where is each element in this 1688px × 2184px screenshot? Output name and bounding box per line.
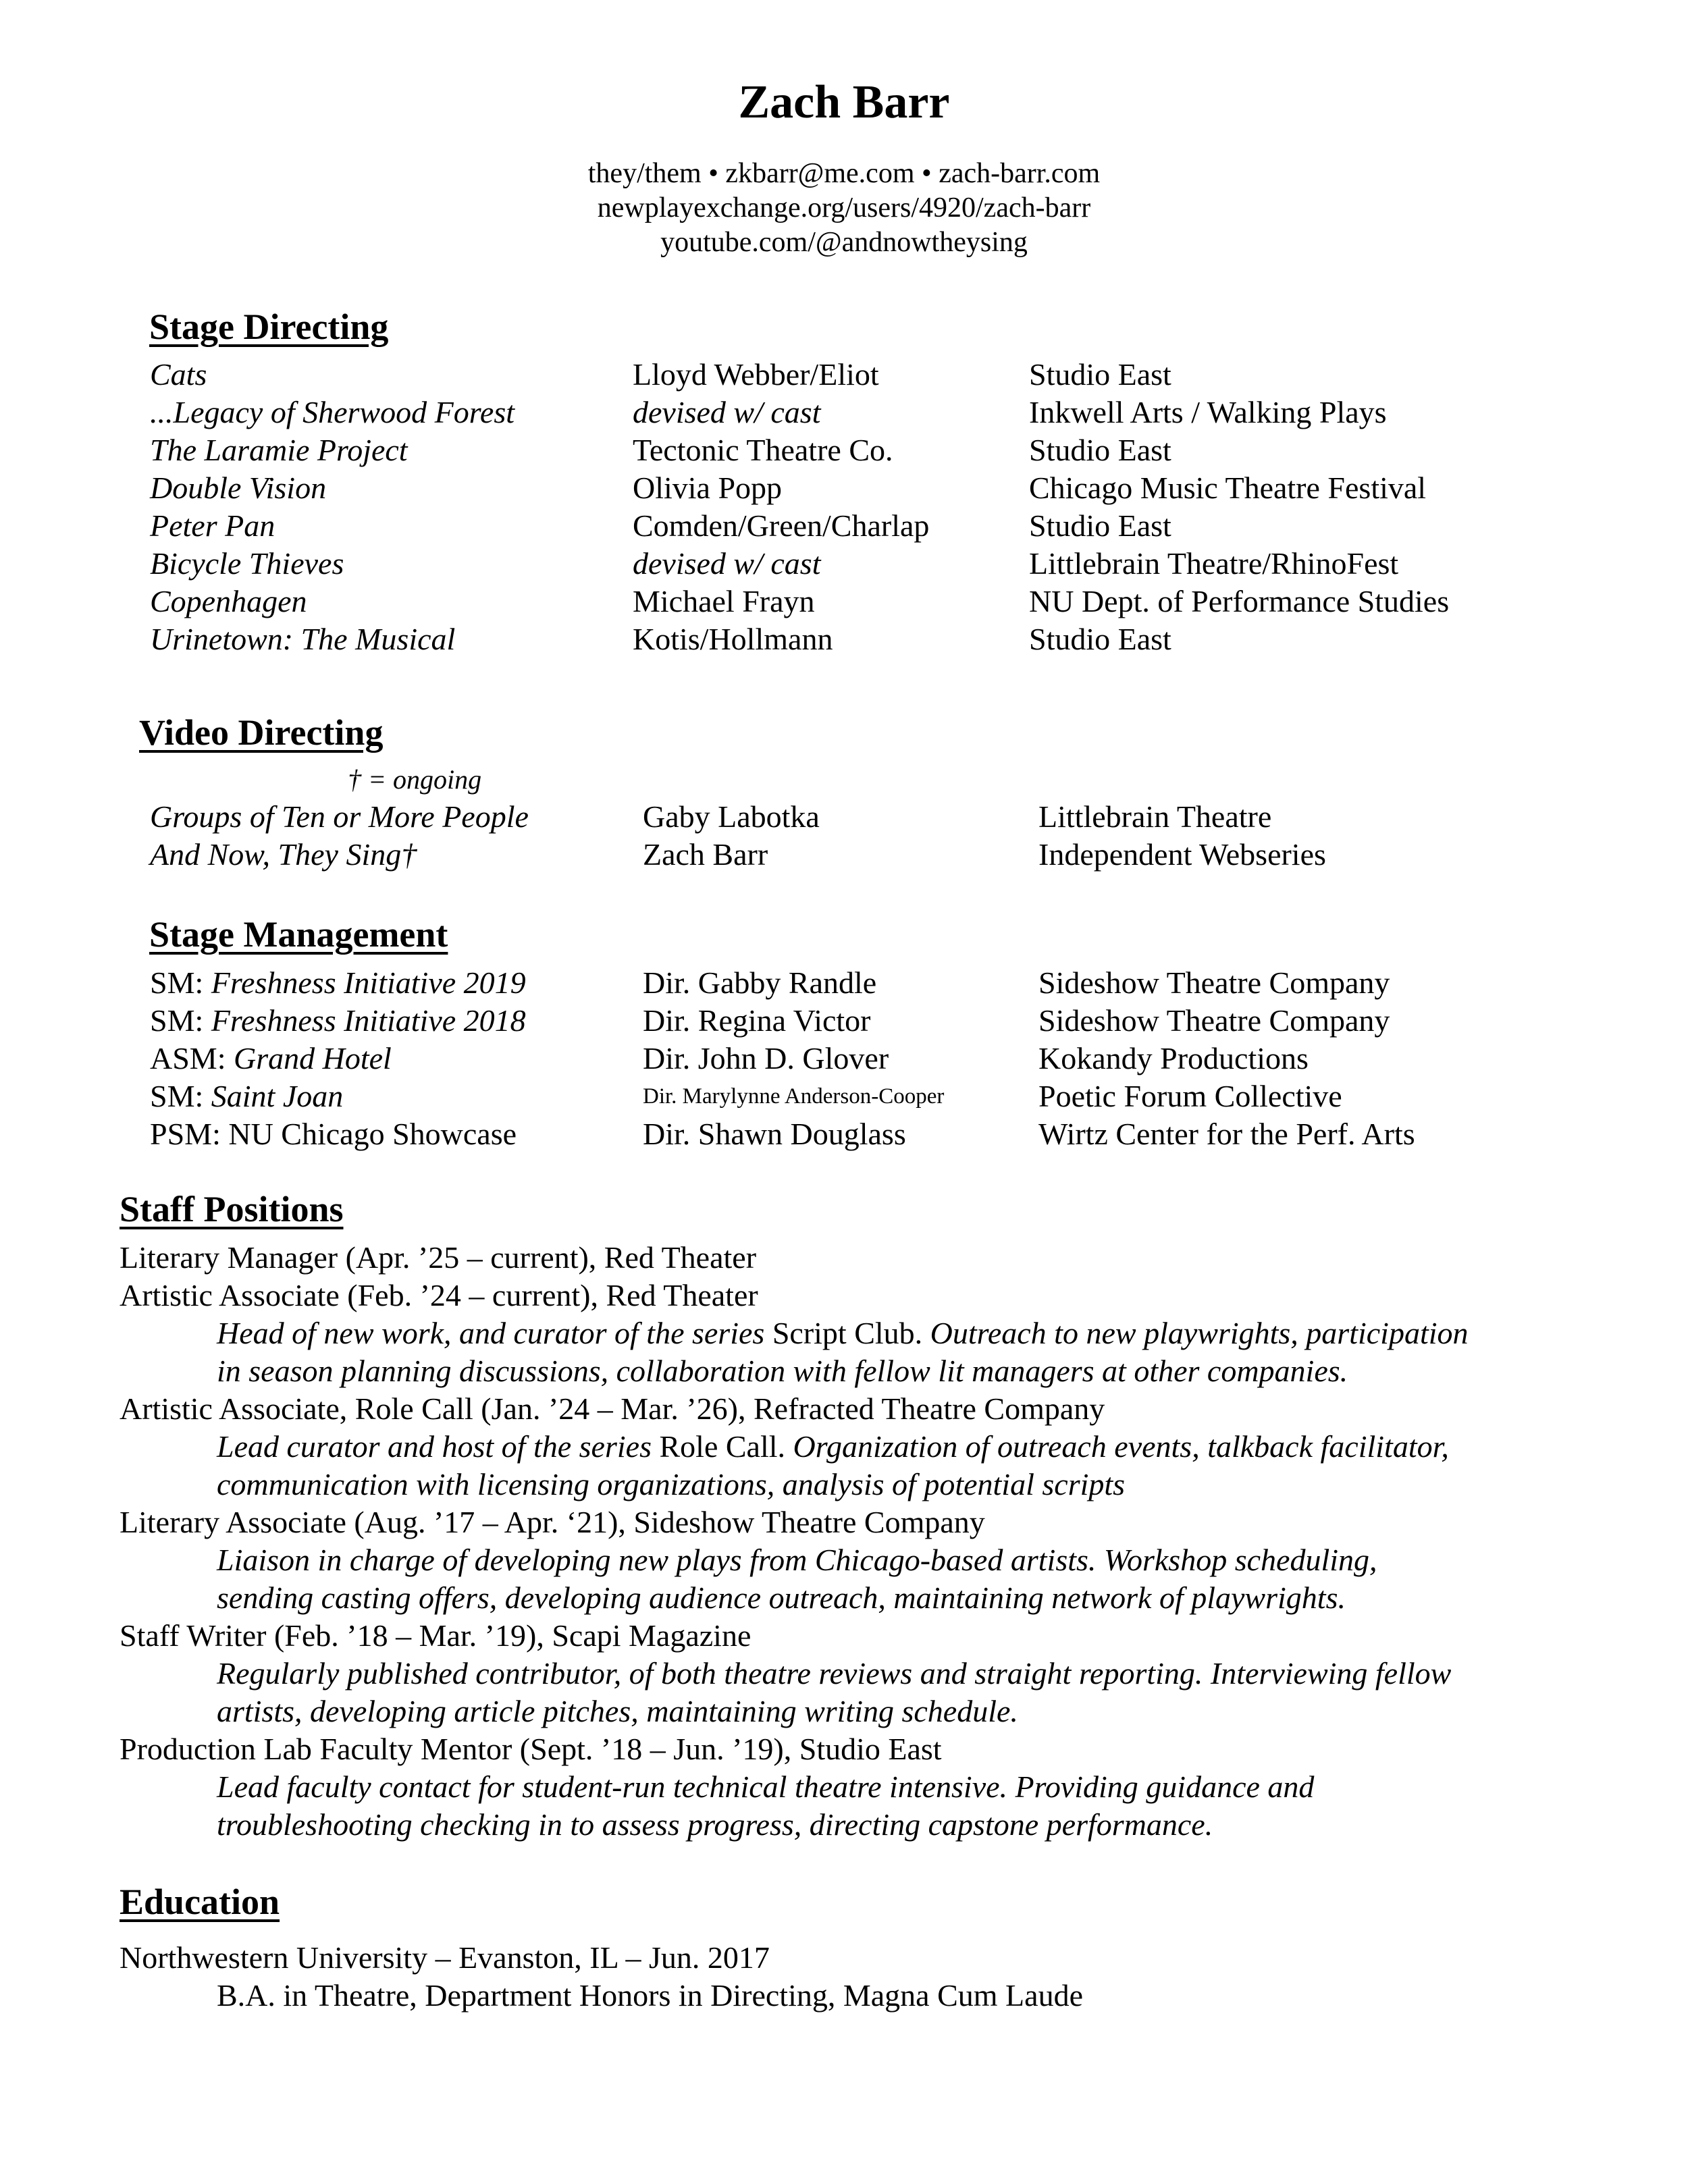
video-directing-title: And Now, They Sing† [150, 837, 417, 872]
stage-directing-venue: NU Dept. of Performance Studies [1029, 584, 1450, 618]
education-school: Northwestern University – Evanston, IL – Jun. 2017 [120, 1940, 770, 1975]
stage-directing-venue: Littlebrain Theatre/RhinoFest [1029, 546, 1399, 581]
staff-position-description [217, 1541, 1377, 1579]
stage-directing-title: ...Legacy of Sherwood Forest [150, 395, 515, 429]
video-directing-venue: Independent Webseries [1038, 837, 1326, 872]
staff-position-title: Artistic Associate, Role Call (Jan. ’24 – Mar. ’26), Refracted Theatre Company [120, 1391, 1105, 1426]
contact-line-1: they/them • zkbarr@me.com • zach-barr.com [587, 158, 1101, 189]
education-heading: Education [120, 1882, 280, 1922]
stage-directing-title: Cats [150, 357, 207, 392]
stage-management-credit [150, 1115, 517, 1153]
stage-management-role: ASM: [150, 1041, 234, 1075]
stage-directing-author: Tectonic Theatre Co. [633, 433, 893, 467]
stage-management-role: SM: [150, 1079, 211, 1113]
stage-management-credit [150, 1077, 343, 1115]
stage-management-show: Freshness Initiative 2018 [211, 1003, 526, 1038]
stage-directing-author: Lloyd Webber/Eliot [633, 357, 879, 392]
description-text: Organization of outreach events, talkback facilitator, [785, 1429, 1449, 1464]
staff-position-description [217, 1768, 1314, 1806]
stage-directing-heading: Stage Directing [149, 307, 389, 347]
stage-directing-venue: Chicago Music Theatre Festival [1029, 471, 1427, 505]
staff-position-title: Literary Associate (Aug. ’17 – Apr. ‘21), Sideshow Theatre Company [120, 1505, 985, 1539]
resume-name: Zach Barr [738, 76, 950, 128]
staff-position-description [217, 1466, 1125, 1503]
description-text: Outreach to new playwrights, participation [922, 1316, 1469, 1350]
description-text: Regularly published contributor, of both theatre reviews and straight reporting. Interviewing fellow [217, 1656, 1452, 1690]
description-text: artists, developing article pitches, maintaining writing schedule. [217, 1694, 1018, 1728]
stage-directing-venue: Studio East [1029, 622, 1171, 656]
ongoing-note: † = ongoing [348, 764, 482, 795]
stage-directing-author: Michael Frayn [633, 584, 815, 618]
contact-line-2: newplayexchange.org/users/4920/zach-barr [597, 192, 1091, 223]
staff-position-description [217, 1314, 1469, 1352]
staff-position-description [217, 1352, 1348, 1390]
description-text: Lead curator and host of the series [217, 1429, 660, 1464]
video-directing-author: Zach Barr [643, 837, 768, 872]
stage-directing-title: Double Vision [150, 471, 327, 505]
stage-management-role: SM: [150, 965, 211, 1000]
education-degree: B.A. in Theatre, Department Honors in Directing, Magna Cum Laude [217, 1978, 1083, 2013]
stage-management-role: SM: [150, 1003, 211, 1038]
contact-line-3: youtube.com/@andnowtheysing [660, 227, 1028, 258]
stage-management-director: Dir. Regina Victor [643, 1003, 871, 1038]
series-name: Script Club. [772, 1316, 923, 1350]
stage-management-show: Grand Hotel [233, 1041, 392, 1075]
video-directing-author: Gaby Labotka [643, 799, 820, 834]
stage-directing-title: The Laramie Project [150, 433, 408, 467]
stage-directing-author: Kotis/Hollmann [633, 622, 833, 656]
stage-directing-title: Peter Pan [150, 508, 275, 543]
description-text: troubleshooting checking in to assess progress, directing capstone performance. [217, 1807, 1213, 1842]
stage-directing-venue: Studio East [1029, 508, 1171, 543]
stage-directing-author: Olivia Popp [633, 471, 783, 505]
series-name: Role Call. [659, 1429, 786, 1464]
stage-management-director: Dir. John D. Glover [643, 1041, 889, 1075]
stage-management-company: Kokandy Productions [1038, 1041, 1309, 1075]
staff-position-title: Literary Manager (Apr. ’25 – current), Red Theater [120, 1240, 757, 1275]
staff-position-description [217, 1655, 1451, 1693]
staff-positions-heading: Staff Positions [120, 1189, 344, 1229]
stage-directing-title: Urinetown: The Musical [150, 622, 456, 656]
staff-position-description [217, 1806, 1213, 1844]
stage-management-show: Freshness Initiative 2019 [211, 965, 526, 1000]
stage-management-role: PSM: NU Chicago Showcase [150, 1117, 517, 1151]
stage-directing-venue: Studio East [1029, 357, 1171, 392]
video-directing-title: Groups of Ten or More People [150, 799, 529, 834]
stage-management-director: Dir. Marylynne Anderson-Cooper [643, 1084, 945, 1109]
description-text: Lead faculty contact for student-run technical theatre intensive. Providing guidance and [217, 1769, 1315, 1804]
stage-management-heading: Stage Management [149, 914, 448, 955]
stage-management-company: Sideshow Theatre Company [1038, 965, 1390, 1000]
stage-management-director: Dir. Gabby Randle [643, 965, 877, 1000]
video-directing-heading: Video Directing [139, 712, 384, 753]
description-text: in season planning discussions, collaboration with fellow lit managers at other companies. [217, 1354, 1348, 1388]
stage-management-director: Dir. Shawn Douglass [643, 1117, 906, 1151]
staff-position-description [217, 1579, 1346, 1617]
stage-management-company: Wirtz Center for the Perf. Arts [1038, 1117, 1415, 1151]
stage-directing-author: devised w/ cast [633, 546, 821, 581]
staff-position-title: Production Lab Faculty Mentor (Sept. ’18 – Jun. ’19), Studio East [120, 1732, 942, 1766]
video-directing-venue: Littlebrain Theatre [1038, 799, 1272, 834]
description-text: sending casting offers, developing audience outreach, maintaining network of playwrights. [217, 1580, 1346, 1615]
staff-position-description [217, 1693, 1018, 1730]
stage-management-company: Poetic Forum Collective [1038, 1079, 1342, 1113]
stage-directing-title: Copenhagen [150, 584, 307, 618]
staff-position-title: Artistic Associate (Feb. ’24 – current), Red Theater [120, 1278, 758, 1312]
description-text: Head of new work, and curator of the series [217, 1316, 772, 1350]
stage-directing-author: Comden/Green/Charlap [633, 508, 930, 543]
staff-position-title: Staff Writer (Feb. ’18 – Mar. ’19), Scapi Magazine [120, 1618, 751, 1653]
stage-directing-venue: Studio East [1029, 433, 1171, 467]
stage-directing-title: Bicycle Thieves [150, 546, 344, 581]
description-text: Liaison in charge of developing new plays from Chicago-based artists. Workshop scheduling, [217, 1543, 1377, 1577]
description-text: communication with licensing organizations, analysis of potential scripts [217, 1467, 1126, 1501]
stage-management-company: Sideshow Theatre Company [1038, 1003, 1390, 1038]
stage-management-credit [150, 1002, 526, 1040]
stage-directing-venue: Inkwell Arts / Walking Plays [1029, 395, 1387, 429]
stage-management-credit [150, 1040, 392, 1077]
staff-position-description [217, 1428, 1449, 1466]
stage-management-credit [150, 964, 526, 1002]
stage-directing-author: devised w/ cast [633, 395, 821, 429]
stage-management-show: Saint Joan [211, 1079, 344, 1113]
